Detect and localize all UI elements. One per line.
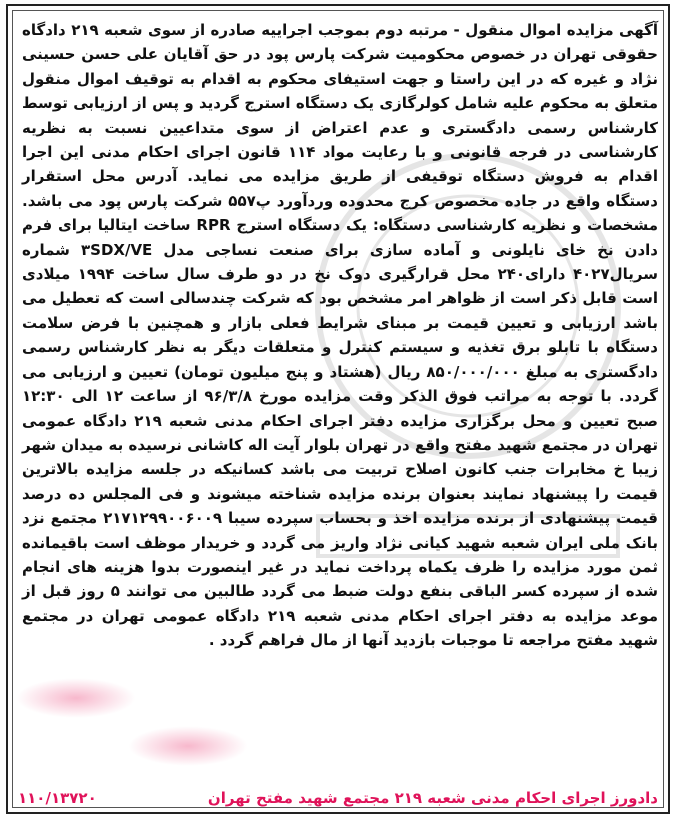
notice-footer <box>18 786 658 810</box>
notice-signature: دادورز اجرای احکام مدنی شعبه ۲۱۹ مجتمع شهید مفتح تهران <box>207 789 658 807</box>
notice-frame <box>6 4 670 814</box>
notice-body-text: آگهی مزایده اموال منقول - مرتبه دوم بموجب اجراییه صادره از سوی شعبه ۲۱۹ دادگاه حقوقی تهران در خصوص محکومیت شرکت پارس پود در حق آقایان علی حسن حسینی نژاد و غیره که در این راستا و جهت استیفای محکوم به اقدام به توقیف اموال منقول متعلق به محکوم علیه شامل کولرگازی یک دستگاه استرج گردید و پس از ارزیابی توسط کارشناس رسمی دادگستری و عدم اعتراض از سوی متداعیین نسبت به نظریه کارشناسی در فرجه قانونی و با رعایت مواد ۱۱۴ قانون اجرای احکام مدنی این اجرا اقدام به فروش دستگاه توقیفی از طریق مزایده می نماید. آدرس محل استقرار دستگاه واقع در جاده مخصوص کرج محدوده وردآورد پ۵۵۷ شرکت پارس پود می باشد. مشخصات و نظریه کارشناسی دستگاه: یک دستگاه استرج RPR ساخت ایتالیا برای فرم دادن نخ خای نایلونی و آماده سازی برای صنعت نساجی مدل ۳SDX/VE شماره سریال۴۰۲۷ دارای۲۴۰ محل قرارگیری دوک نخ در دو طرف سال ساخت ۱۹۹۴ میلادی است قابل ذکر است از ظواهر امر مشخص بود که شرکت چندسالی است که تعطیل می باشد ارزیابی و تعیین قیمت بر مبنای شرایط فعلی بازار و همچنین با فرض سلامت دستگاه با تابلو برق تغذیه و سیستم کنترل و متعلقات دیگر به نظر کارشناس رسمی دادگستری به مبلغ ۸۵۰/۰۰۰/۰۰۰ ریال (هشتاد و پنج میلیون تومان) تعیین و ارزیابی می گردد. با توجه به مراتب فوق الذکر وقت مزایده مورخ ۹۶/۳/۸ از ساعت ۱۲ الی ۱۲:۳۰ صبح تعیین و محل برگزاری مزایده دفتر اجرای احکام مدنی شعبه ۲۱۹ دادگاه عمومی تهران در مجتمع شهید مفتح واقع در تهران بلوار آیت اله کاشانی نرسیده به میدان شهر زیبا خ مخابرات جنب کانون اصلاح تربیت می باشد کسانیکه در جلسه مزایده بالاترین قیمت را پیشنهاد نمایند بعنوان برنده مزایده شناخته میشوند و فی المجلس ده درصد قیمت پیشنهادی از برنده مزایده اخذ و بحساب سپرده سیبا ۲۱۷۱۲۹۹۰۰۶۰۰۹ مجتمع نزد بانک ملی ایران شعبه شهید کیانی نژاد واریز می گردد و خریدار موظف است باقیمانده ثمن مورد مزایده را ظرف یکماه پرداخت نماید در غیر اینصورت بدوا هزینه های انجام شده از سپرده کسر الباقی بنفع دولت ضبط می گردد طالبین می توانند ۵ روز قبل از موعد مزایده به دفتر اجرای احکام مدنی شعبه ۲۱۹ دادگاه عمومی تهران در مجتمع شهید مفتح مراجعه تا موجبات بازدید آنها از مال فراهم گردد . <box>22 21 659 650</box>
notice-number: ۱۱۰/۱۳۷۲۰ <box>18 789 97 807</box>
